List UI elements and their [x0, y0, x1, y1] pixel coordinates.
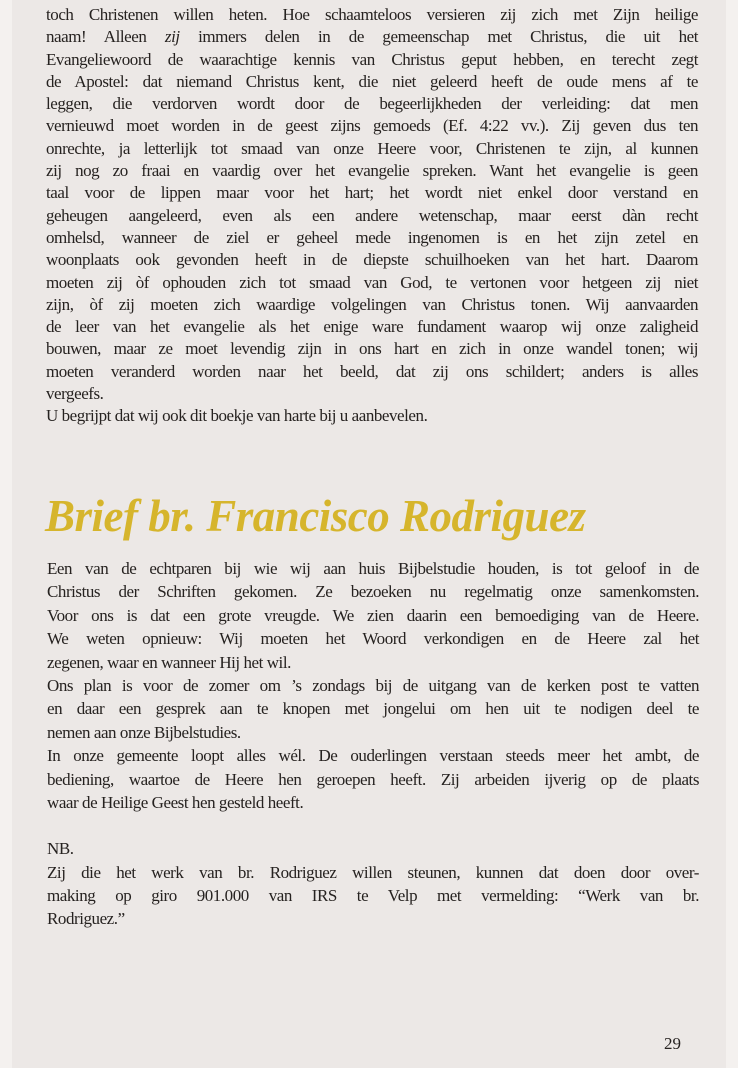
text-line: zij nog zo fraai en vaardig over het evangelie spreken. Want het evangelie is geen [46, 161, 698, 181]
text-line: nemen aan onze Bijbelstudies. [47, 722, 241, 742]
text-line: In onze gemeente loopt alles wél. De ouderlingen verstaan steeds meer het ambt, de [47, 746, 699, 766]
text-line: naam! Alleen zij immers delen in de gemeenschap met Christus, die uit het [46, 27, 698, 47]
text-line: We weten opnieuw: Wij moeten het Woord verkondigen en de Heere zal het [47, 629, 699, 649]
text-line: moeten zij òf ophouden zich tot smaad van God, te vertonen voor hetgeen zij niet [46, 272, 698, 292]
text-line: omhelsd, wanneer de ziel er geheel mede ingenomen is en het zijn zetel en [46, 227, 698, 247]
text-line: Voor ons is dat een grote vreugde. We zien daarin een bemoediging van de Heere. [47, 605, 699, 625]
letter-text [47, 557, 699, 931]
text-line: vernieuwd moet worden in de geest zijns gemoeds (Ef. 4:22 vv.). Zij geven dus ten [46, 116, 698, 136]
letter-title: Brief br. Francisco Rodriguez [45, 491, 586, 541]
text-line: Evangeliewoord de waarachtige kennis van Christus geput hebben, en terecht zegt [46, 49, 698, 69]
text-line: woonplaats ook gevonden heeft in de diepste schuilhoeken van het hart. Daarom [46, 250, 698, 270]
text-line: U begrijpt dat wij ook dit boekje van harte bij u aanbevelen. [46, 406, 428, 426]
text-line: bouwen, maar ze moet levendig zijn in ons hart en zich in onze wandel tonen; wij [46, 339, 698, 359]
text-line: Ons plan is voor de zomer om ’s zondags bij de uitgang van de kerken post te vatten [47, 675, 699, 695]
text-line: onrechte, ja letterlijk tot smaad van onze Heere voor, Christenen te zijn, al kunnen [46, 138, 698, 158]
paragraph-gap [47, 814, 699, 837]
text-line: leggen, die verdorven wordt door de begeerlijkheden der verleiding: dat men [46, 94, 698, 114]
text-line: de leer van het evangelie als het enige ware fundament waarop wij onze zaligheid [46, 317, 698, 337]
text-line: moeten veranderd worden naar het beeld, dat zij ons schildert; anders is alles [46, 361, 698, 381]
intro-text [46, 4, 698, 428]
text-line: Zij die het werk van br. Rodriguez willen steunen, kunnen dat doen door over- [47, 862, 699, 882]
text-line: toch Christenen willen heten. Hoe schaamteloos versieren zij zich met Zijn heilige [46, 5, 698, 24]
text-line: Christus der Schriften gekomen. Ze bezoeken nu regelmatig onze samenkomsten. [47, 582, 699, 602]
text-line: NB. [47, 839, 74, 859]
text-line: Een van de echtparen bij wie wij aan huis Bijbelstudie houden, is tot geloof in de [47, 559, 699, 578]
text-line: taal voor de lippen maar voor het hart; het wordt niet enkel door verstand en [46, 183, 698, 203]
page-number: 29 [664, 1034, 681, 1053]
text-line: de Apostel: dat niemand Christus kent, die niet geleerd heeft de oude mens af te [46, 71, 698, 91]
text-line: geheugen aangeleerd, even als een andere wetenschap, maar eerst dàn recht [46, 205, 698, 225]
text-line: zijn, òf zij moeten zich waardige volgelingen van Christus tonen. Wij aanvaarden [46, 294, 698, 314]
text-line: making op giro 901.000 van IRS te Velp met vermelding: “Werk van br. [47, 886, 699, 906]
text-line: bediening, waartoe de Heere hen geroepen heeft. Zij arbeiden ijverig op de plaats [47, 769, 699, 789]
text-line: zegenen, waar en wanneer Hij het wil. [47, 652, 291, 672]
text-line: en daar een gesprek aan te knopen met jongelui om hen uit te nodigen deel te [47, 699, 699, 719]
text-line: Rodriguez.” [47, 909, 125, 929]
text-line: waar de Heilige Geest hen gesteld heeft. [47, 792, 304, 812]
text-line: vergeefs. [46, 384, 104, 404]
